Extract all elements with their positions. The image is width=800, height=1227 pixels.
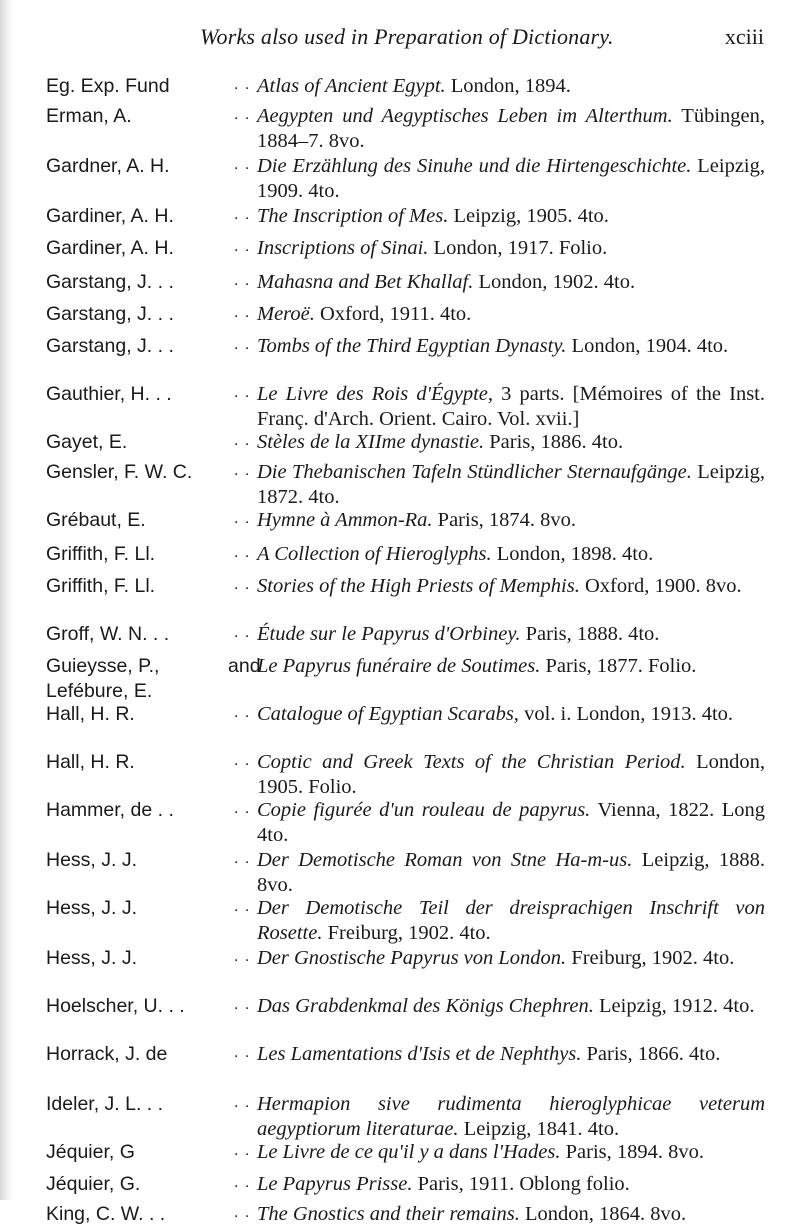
entry-author: Hall, H. R. xyxy=(46,703,135,725)
entry-author: Horrack, J. de xyxy=(46,1043,168,1065)
entry-details: Tübingen, 1884–7. 8vo. xyxy=(257,105,765,152)
entry-title: Les Lamentations d'Isis et de Nephthys. xyxy=(257,1043,582,1065)
entry-work xyxy=(257,236,765,261)
entry-title: Stories of the High Priests of Memphis. xyxy=(257,575,580,597)
entry-author: Hoelscher, U. . . xyxy=(46,995,185,1017)
leader-dots: . . xyxy=(234,704,251,721)
leader-dots: . . xyxy=(234,156,251,173)
leader-dots: . . xyxy=(234,510,251,527)
entry-details: London, 1898. 4to. xyxy=(491,543,654,565)
leader-dots: . . xyxy=(234,624,251,641)
leader-dots: . . xyxy=(234,544,251,561)
running-header xyxy=(0,14,800,54)
entry-work xyxy=(257,430,765,455)
entry-title: The Gnostics and their remains. xyxy=(257,1203,520,1225)
entry-details: Oxford, 1911. 4to. xyxy=(314,303,472,325)
entry-work xyxy=(257,896,765,946)
entry-author: Griffith, F. Ll. xyxy=(46,575,156,597)
entry-title: Inscriptions of Sinai. xyxy=(257,237,429,259)
entry-title: Atlas of Ancient Egypt. xyxy=(257,75,446,97)
entry-author: Griffith, F. Ll. xyxy=(46,543,156,565)
entry-work xyxy=(257,1042,765,1067)
entry-work xyxy=(257,508,765,533)
entry-work xyxy=(257,946,765,971)
entry-work xyxy=(257,622,765,647)
entry-details: Paris, 1911. Oblong folio. xyxy=(412,1173,630,1195)
entry-author: Hess, J. J. xyxy=(46,897,138,919)
entry-title: Der Demotische Teil der dreisprachigen Inschrift von Rosette. xyxy=(257,897,765,944)
entry-details: Freiburg, 1902. 4to. xyxy=(322,922,491,944)
entry-title: Stèles de la XIIme dynastie. xyxy=(257,431,485,453)
entry-work xyxy=(257,154,765,204)
entry-work xyxy=(257,542,765,567)
leader-dots: . . xyxy=(234,1142,251,1159)
entry-author: Garstang, J. . . xyxy=(46,271,174,293)
leader-dots: . . xyxy=(234,336,251,353)
entry-work xyxy=(257,460,765,510)
leader-dots: . . xyxy=(234,206,251,223)
entry-author: Gardner, A. H. xyxy=(46,155,170,177)
entry-title: Der Gnostische Papyrus von London. xyxy=(257,947,567,969)
entry-work xyxy=(257,994,765,1019)
entry-title: Aegypten und Aegyptisches Leben im Alterthum. xyxy=(257,105,673,127)
entry-details: Paris, 1886. 4to. xyxy=(484,431,624,453)
entry-details: Leipzig, 1909. 4to. xyxy=(257,155,765,202)
entry-author: Garstang, J. . . xyxy=(46,303,174,325)
leader-dots: . . xyxy=(234,432,251,449)
entry-work xyxy=(257,1092,765,1142)
entry-title: Das Grabdenkmal des Königs Chephren. xyxy=(257,995,594,1017)
leader-dots: . . xyxy=(234,752,251,769)
entry-title: Mahasna and Bet Khallaf. xyxy=(257,271,474,293)
entry-details: Leipzig, 1912. 4to. xyxy=(593,995,755,1017)
entry-author: King, C. W. . . xyxy=(46,1203,166,1225)
entry-work xyxy=(257,382,765,432)
entry-details: London, 1894. xyxy=(445,75,571,97)
entry-details: 3 parts. [Mémoires of the Inst. Franç. d'Arch. Orient. Cairo. Vol. xvii.] xyxy=(257,383,765,430)
entry-title: Le Papyrus Prisse. xyxy=(257,1173,413,1195)
entry-work xyxy=(257,750,765,800)
entry-title: Hermapion sive rudimenta hieroglyphicae veterum aegyptiorum literaturae. xyxy=(257,1093,765,1140)
entry-title: Hymne à Ammon-Ra. xyxy=(257,509,433,531)
leader-dots: . . xyxy=(234,948,251,965)
leader-dots: . . xyxy=(234,1174,251,1191)
running-title: Works also used in Preparation of Dictionary. xyxy=(200,24,614,49)
entry-author: Gauthier, H. . . xyxy=(46,383,172,405)
leader-dots: . . xyxy=(234,1204,251,1221)
entry-details: London, 1917. Folio. xyxy=(428,237,608,259)
entry-author: Guieysse, P., Lefébure, E. xyxy=(46,655,160,702)
leader-dots: . . xyxy=(234,996,251,1013)
entry-work xyxy=(257,702,765,727)
entry-work xyxy=(257,270,765,295)
entry-details: London, 1902. 4to. xyxy=(473,271,636,293)
entry-title: Catalogue of Egyptian Scarabs, xyxy=(257,703,519,725)
entry-details: Oxford, 1900. 8vo. xyxy=(579,575,742,597)
entry-details: Vienna, 1822. Long 4to. xyxy=(257,799,765,846)
entry-conjunction: and xyxy=(228,655,261,677)
entry-title: The Inscription of Mes. xyxy=(257,205,449,227)
leader-dots: . . xyxy=(234,850,251,867)
entry-details: Paris, 1877. Folio. xyxy=(540,655,697,677)
entry-work xyxy=(257,334,765,359)
entry-work xyxy=(257,104,765,154)
entry-work xyxy=(257,798,765,848)
leader-dots: . . xyxy=(234,304,251,321)
entry-details: Paris, 1894. 8vo. xyxy=(560,1141,704,1163)
leader-dots: . . xyxy=(234,76,251,93)
entry-details: Paris, 1888. 4to. xyxy=(520,623,660,645)
binding-shadow xyxy=(0,0,14,1200)
leader-dots: . . xyxy=(234,576,251,593)
leader-dots: . . xyxy=(234,106,251,123)
entry-author: Gayet, E. xyxy=(46,431,128,453)
page-number: xciii xyxy=(724,24,764,49)
entry-title: Copie figurée d'un rouleau de papyrus. xyxy=(257,799,591,821)
entry-author: Garstang, J. . . xyxy=(46,335,174,357)
entry-details: Freiburg, 1902. 4to. xyxy=(566,947,735,969)
entry-author: Eg. Exp. Fund xyxy=(46,75,170,97)
leader-dots: . . xyxy=(234,1094,251,1111)
leader-dots: . . xyxy=(234,898,251,915)
entry-title: Le Livre des Rois d'Égypte, xyxy=(257,383,494,405)
entry-work xyxy=(257,1140,765,1165)
entry-author: Hess, J. J. xyxy=(46,849,138,871)
leader-dots: . . xyxy=(234,800,251,817)
entry-author: Hess, J. J. xyxy=(46,947,138,969)
entry-title: Étude sur le Papyrus d'Orbiney. xyxy=(257,623,521,645)
entry-title: Le Livre de ce qu'il y a dans l'Hades. xyxy=(257,1141,561,1163)
entry-work xyxy=(257,302,765,327)
entry-work xyxy=(257,204,765,229)
entry-details: Leipzig, 1872. 4to. xyxy=(257,461,765,508)
entry-details: London, 1864. 8vo. xyxy=(519,1203,687,1225)
entry-work xyxy=(257,574,765,599)
entry-title: Der Demotische Roman von Stne Ha-m-us. xyxy=(257,849,633,871)
entry-details: Leipzig, 1888. 8vo. xyxy=(257,849,765,896)
entry-author: Ideler, J. L. . . xyxy=(46,1093,164,1115)
entry-author: Grébaut, E. xyxy=(46,509,146,531)
leader-dots: . . xyxy=(234,238,251,255)
entry-author: Gardiner, A. H. xyxy=(46,237,174,259)
entry-author: Erman, A. xyxy=(46,105,132,127)
entry-author: Gardiner, A. H. xyxy=(46,205,174,227)
leader-dots: . . xyxy=(234,272,251,289)
leader-dots: . . xyxy=(234,384,251,401)
entry-author: Hammer, de . . xyxy=(46,799,174,821)
entry-title: Meroë. xyxy=(257,303,315,325)
entry-details: London, 1904. 4to. xyxy=(566,335,729,357)
entry-title: A Collection of Hieroglyphs. xyxy=(257,543,492,565)
entry-author: Jéquier, G xyxy=(46,1141,135,1163)
entry-details: Leipzig, 1905. 4to. xyxy=(448,205,609,227)
entry-author: Jéquier, G. xyxy=(46,1173,141,1195)
entry-title: Le Papyrus funéraire de Soutimes. xyxy=(257,655,541,677)
entry-title: Die Thebanischen Tafeln Stündlicher Sternaufgänge. xyxy=(257,461,692,483)
entry-author: Groff, W. N. . . xyxy=(46,623,170,645)
entry-author: Gensler, F. W. C. xyxy=(46,461,193,483)
entry-details: vol. i. London, 1913. 4to. xyxy=(518,703,734,725)
entry-work xyxy=(257,654,765,679)
entry-title: Die Erzählung des Sinuhe und die Hirtengeschichte. xyxy=(257,155,692,177)
entry-work xyxy=(257,74,765,99)
entry-title: Coptic and Greek Texts of the Christian Period. xyxy=(257,751,686,773)
entry-work xyxy=(257,848,765,898)
entry-details: London, 1905. Folio. xyxy=(257,751,766,798)
entry-work xyxy=(257,1202,765,1227)
entry-author: Hall, H. R. xyxy=(46,751,135,773)
leader-dots: . . xyxy=(234,1044,251,1061)
leader-dots: . . xyxy=(234,462,251,479)
entry-details: Leipzig, 1841. 4to. xyxy=(458,1118,620,1140)
entry-work xyxy=(257,1172,765,1197)
entry-title: Tombs of the Third Egyptian Dynasty. xyxy=(257,335,567,357)
entry-details: Paris, 1866. 4to. xyxy=(581,1043,721,1065)
entry-details: Paris, 1874. 8vo. xyxy=(432,509,577,531)
